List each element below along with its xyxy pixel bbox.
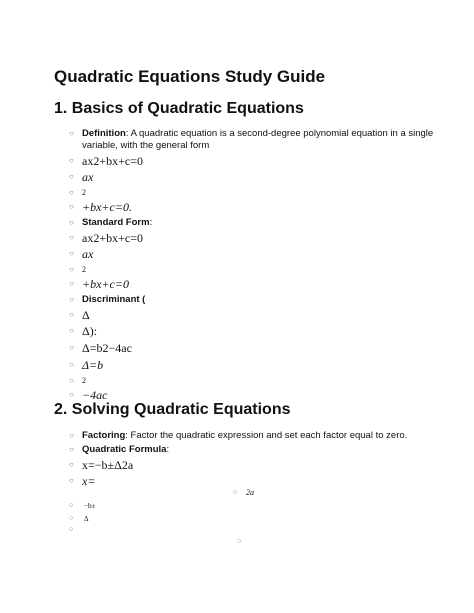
bullet-icon: ○ — [233, 489, 238, 496]
basics-list — [69, 128, 439, 405]
factoring-text: : Factor the quadratic expression and set each factor equal to zero. — [125, 430, 408, 441]
bullet-icon: ○ — [69, 279, 74, 288]
equation-fragment: Δ=b — [82, 358, 104, 372]
list-item-equation — [69, 264, 439, 278]
denominator-fragment: 2a — [246, 488, 254, 497]
bullet-icon: ○ — [69, 172, 74, 181]
list-item-equation — [69, 375, 439, 389]
equation-fragment: +bx+c=0 — [82, 277, 129, 291]
document-title: Quadratic Equations Study Guide — [54, 67, 326, 86]
bullet-icon: ○ — [69, 233, 74, 242]
bullet-icon: ○ — [69, 295, 74, 304]
exponent-fragment: 2 — [82, 188, 86, 197]
bullet-icon: ○ — [69, 310, 74, 319]
list-item-factoring — [69, 430, 439, 444]
section-heading-basics: 1. Basics of Quadratic Equations — [54, 100, 304, 117]
definition-text: : A quadratic equation is a second-degree polynomial equation in a single variable, with the general form — [82, 128, 434, 151]
list-item-equation — [69, 187, 439, 201]
equation-fragment: −4ac — [82, 388, 108, 402]
bullet-icon: ○ — [69, 343, 74, 352]
list-item-standard-form — [69, 217, 439, 232]
delta-close: Δ): — [82, 324, 98, 338]
bullet-icon: ○ — [69, 460, 74, 469]
list-item-equation — [69, 155, 439, 171]
delta-fragment: Δ — [84, 515, 89, 523]
list-item-equation — [69, 342, 439, 359]
equation-fragment: ax — [82, 170, 94, 184]
factoring-label: Factoring — [82, 430, 126, 441]
bullet-icon: ○ — [237, 538, 242, 545]
section-heading-solving: 2. Solving Quadratic Equations — [54, 401, 291, 418]
list-item-discriminant — [69, 294, 439, 309]
bullet-icon: ○ — [69, 360, 74, 369]
list-item-equation — [69, 232, 439, 248]
quadratic-formula-equation: x=−b±Δ2a — [82, 458, 134, 472]
bullet-icon: ○ — [69, 526, 74, 533]
list-item-equation — [69, 475, 439, 491]
bullet-icon: ○ — [69, 265, 74, 274]
list-item-equation — [69, 171, 439, 187]
standard-form-equation: ax2+bx+c=0 — [82, 231, 143, 245]
definition-label: Definition — [82, 128, 126, 139]
general-form-equation: ax2+bx+c=0 — [82, 154, 143, 168]
bullet-icon: ○ — [69, 431, 74, 440]
bullet-icon: ○ — [69, 129, 74, 138]
equation-fragment: x= — [82, 474, 96, 488]
list-item-equation — [69, 201, 439, 217]
bullet-icon: ○ — [69, 249, 74, 258]
list-item-equation — [69, 248, 439, 264]
standard-form-colon: : — [149, 217, 153, 228]
bullet-icon: ○ — [69, 390, 74, 399]
list-item-equation — [69, 325, 439, 342]
list-item-equation — [69, 359, 439, 375]
list-item-equation — [69, 278, 439, 294]
bullet-icon: ○ — [69, 218, 74, 227]
exponent-fragment: 2 — [82, 376, 86, 385]
bullet-icon: ○ — [69, 156, 74, 165]
numerator-fragment: −b± — [84, 502, 96, 510]
discriminant-equation: Δ=b2−4ac — [82, 341, 132, 355]
discriminant-label: Discriminant ( — [82, 294, 146, 305]
list-item-equation — [69, 459, 439, 475]
list-item-quadratic-formula — [69, 444, 439, 459]
bullet-icon: ○ — [69, 202, 74, 211]
bullet-icon: ○ — [69, 515, 74, 522]
exponent-fragment: 2 — [82, 265, 86, 274]
standard-form-label: Standard Form — [82, 217, 150, 228]
equation-fragment: +bx+c=0. — [82, 200, 132, 214]
list-item-equation — [69, 309, 439, 325]
equation-fragment: ax — [82, 247, 94, 261]
quadratic-formula-colon: : — [166, 444, 170, 455]
bullet-icon: ○ — [69, 502, 74, 509]
bullet-icon: ○ — [69, 376, 74, 385]
list-item-definition — [69, 128, 439, 152]
delta-symbol: Δ — [82, 308, 90, 322]
bullet-icon: ○ — [69, 326, 74, 335]
bullet-icon: ○ — [69, 445, 74, 454]
quadratic-formula-label: Quadratic Formula — [82, 444, 167, 455]
bullet-icon: ○ — [69, 476, 74, 485]
bullet-icon: ○ — [69, 188, 74, 197]
solving-list — [69, 430, 439, 491]
